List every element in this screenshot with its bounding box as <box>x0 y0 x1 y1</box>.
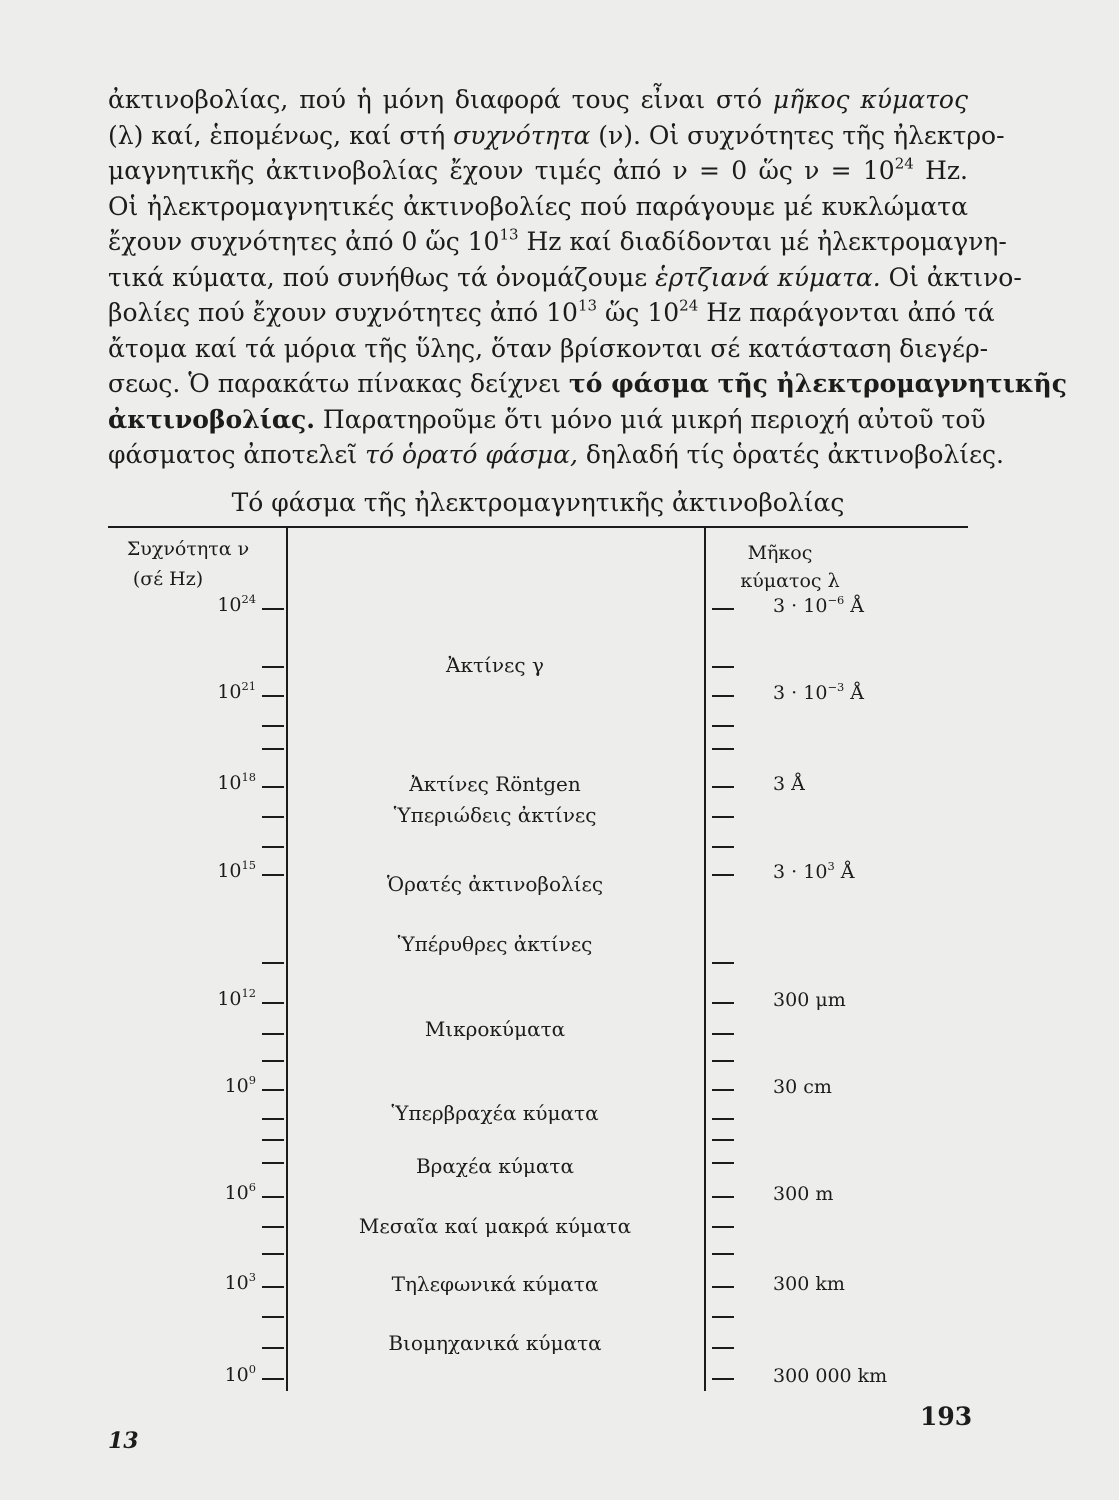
frequency-minor-tick <box>262 962 284 964</box>
frequency-minor-tick <box>262 1316 284 1318</box>
spectrum-band-label: Μικροκύματα <box>424 1017 566 1041</box>
table-left-column-rule <box>286 527 288 1391</box>
frequency-header: Συχνότητα ν <box>126 538 250 560</box>
wavelength-minor-tick <box>712 1316 734 1318</box>
spectrum-band-label: Βραχέα κύματα <box>415 1154 575 1178</box>
frequency-minor-tick <box>262 1139 284 1141</box>
frequency-tick <box>262 786 284 788</box>
frequency-tick <box>262 1002 284 1004</box>
spectrum-band-label: Ὑπεριώδεις ἀκτίνες <box>393 803 597 827</box>
frequency-label: $10^{24}$ <box>217 592 256 616</box>
wavelength-header-2: κύματος λ <box>740 570 840 592</box>
frequency-label: $10^{18}$ <box>217 770 256 794</box>
frequency-tick <box>262 1196 284 1198</box>
wavelength-label: $3 \cdot 10^{-6}$ Å <box>773 593 864 617</box>
wavelength-tick <box>712 1002 734 1004</box>
frequency-minor-tick <box>262 1253 284 1255</box>
wavelength-tick <box>712 786 734 788</box>
frequency-minor-tick <box>262 666 284 668</box>
spectrum-band-label: Ἀκτίνες Röntgen <box>409 772 581 796</box>
wavelength-minor-tick <box>712 1139 734 1141</box>
frequency-minor-tick <box>262 1226 284 1228</box>
spectrum-band-label: Ἀκτίνες γ <box>446 653 544 677</box>
wavelength-minor-tick <box>712 1347 734 1349</box>
wavelength-label: $3 \cdot 10^3$ Å <box>773 859 855 883</box>
page-number: 193 <box>920 1402 973 1431</box>
wavelength-minor-tick <box>712 816 734 818</box>
wavelength-label: 30 cm <box>773 1076 832 1098</box>
wavelength-minor-tick <box>712 666 734 668</box>
frequency-tick <box>262 695 284 697</box>
frequency-label: $10^3$ <box>224 1270 256 1294</box>
frequency-tick <box>262 1286 284 1288</box>
frequency-minor-tick <box>262 725 284 727</box>
frequency-tick <box>262 608 284 610</box>
frequency-tick <box>262 1089 284 1091</box>
frequency-tick <box>262 1378 284 1380</box>
frequency-minor-tick <box>262 1162 284 1164</box>
frequency-label: $10^9$ <box>224 1073 256 1097</box>
wavelength-label: $3 \cdot 10^{-3}$ Å <box>773 680 864 704</box>
frequency-minor-tick <box>262 748 284 750</box>
frequency-minor-tick <box>262 1033 284 1035</box>
wavelength-minor-tick <box>712 1253 734 1255</box>
frequency-label: $10^{12}$ <box>217 986 256 1010</box>
frequency-minor-tick <box>262 1347 284 1349</box>
signature-number: 13 <box>108 1428 139 1454</box>
spectrum-band-label: Μεσαῖα καί μακρά κύματα <box>358 1214 632 1238</box>
wavelength-tick <box>712 1378 734 1380</box>
frequency-minor-tick <box>262 1118 284 1120</box>
table-right-column-rule <box>704 527 706 1391</box>
wavelength-minor-tick <box>712 962 734 964</box>
wavelength-label: 300 km <box>773 1273 845 1295</box>
wavelength-minor-tick <box>712 1226 734 1228</box>
spectrum-band-label: Ὑπέρυθρες ἀκτίνες <box>397 932 593 956</box>
wavelength-tick <box>712 695 734 697</box>
frequency-minor-tick <box>262 1060 284 1062</box>
spectrum-band-label: Βιομηχανικά κύματα <box>388 1331 602 1355</box>
wavelength-minor-tick <box>712 748 734 750</box>
frequency-tick <box>262 874 284 876</box>
frequency-label: $10^0$ <box>224 1362 256 1386</box>
frequency-unit-header: (σέ Hz) <box>132 568 204 590</box>
wavelength-minor-tick <box>712 1060 734 1062</box>
wavelength-minor-tick <box>712 846 734 848</box>
spectrum-band-label: Τηλεφωνικά κύματα <box>391 1272 599 1296</box>
wavelength-tick <box>712 1196 734 1198</box>
spectrum-band-label: Ὁρατές ἀκτινοβολίες <box>386 872 604 896</box>
wavelength-label: 3 Å <box>773 773 805 795</box>
frequency-label: $10^{21}$ <box>217 679 256 703</box>
table-top-rule <box>108 526 968 528</box>
wavelength-label: 300 m <box>773 1183 834 1205</box>
wavelength-label: 300 μm <box>773 989 846 1011</box>
wavelength-tick <box>712 1286 734 1288</box>
wavelength-tick <box>712 1089 734 1091</box>
wavelength-minor-tick <box>712 725 734 727</box>
body-paragraph: ἀκτινοβολίας, πού ἡ μόνη διαφορά τους εἶναι στό μῆκος κύματος (λ) καί, ἑπομένως, καί στή συχνότητα (ν). Οἱ συχνότητες τῆς ἠλεκτρο- μαγνητικῆς ἀκτινοβολίας ἔχουν τιμές ἀπό ν = 0 ὥς $\nu = 10^{24}$ Hz. Οἱ ἠλεκτρομαγνητικές ἀκτινοβολίες πού παράγουμε μέ κυκλώματα ἔχουν συχνότητες ἀπό 0 ὥς $10^{13}$ Hz καί διαδίδονται μέ ἠλεκτρομαγνη- τικά κύματα, πού συνήθως τά ὀνομάζουμε ἑρτζιανά κύματα. Οἱ ἀκτινο- βολίες πού ἔχουν συχνότητες ἀπό $10^{13}$ ὥς $10^{24}$ Hz παράγονται ἀπό τά ἄτομα καί τά μόρια τῆς ὕλης, ὅταν βρίσκονται σέ κατάσταση διεγέρ- σεως. Ὁ παρακάτω πίνακας δείχνει τό φάσμα τῆς ἠλεκτρομαγνητικῆς ἀκτινοβολίας. Παρατηροῦμε ὅτι μόνο μιά μικρή περιοχή αὐτοῦ τοῦ φάσματος ἀποτελεῖ τό ὁρατό φάσμα, δηλαδή τίς ὁρατές ἀκτινοβολίες. <box>108 85 1067 469</box>
wavelength-tick <box>712 874 734 876</box>
frequency-label: $10^{15}$ <box>217 858 256 882</box>
frequency-label: $10^6$ <box>224 1180 256 1204</box>
wavelength-tick <box>712 608 734 610</box>
frequency-minor-tick <box>262 846 284 848</box>
wavelength-minor-tick <box>712 1162 734 1164</box>
wavelength-minor-tick <box>712 1033 734 1035</box>
wavelength-header: Μῆκος <box>747 542 813 564</box>
spectrum-band-label: Ὑπερβραχέα κύματα <box>391 1101 599 1125</box>
table-title: Τό φάσμα τῆς ἠλεκτρομαγνητικῆς ἀκτινοβολίας <box>231 488 845 517</box>
wavelength-minor-tick <box>712 1118 734 1120</box>
frequency-minor-tick <box>262 816 284 818</box>
wavelength-label: 300 000 km <box>773 1365 888 1387</box>
